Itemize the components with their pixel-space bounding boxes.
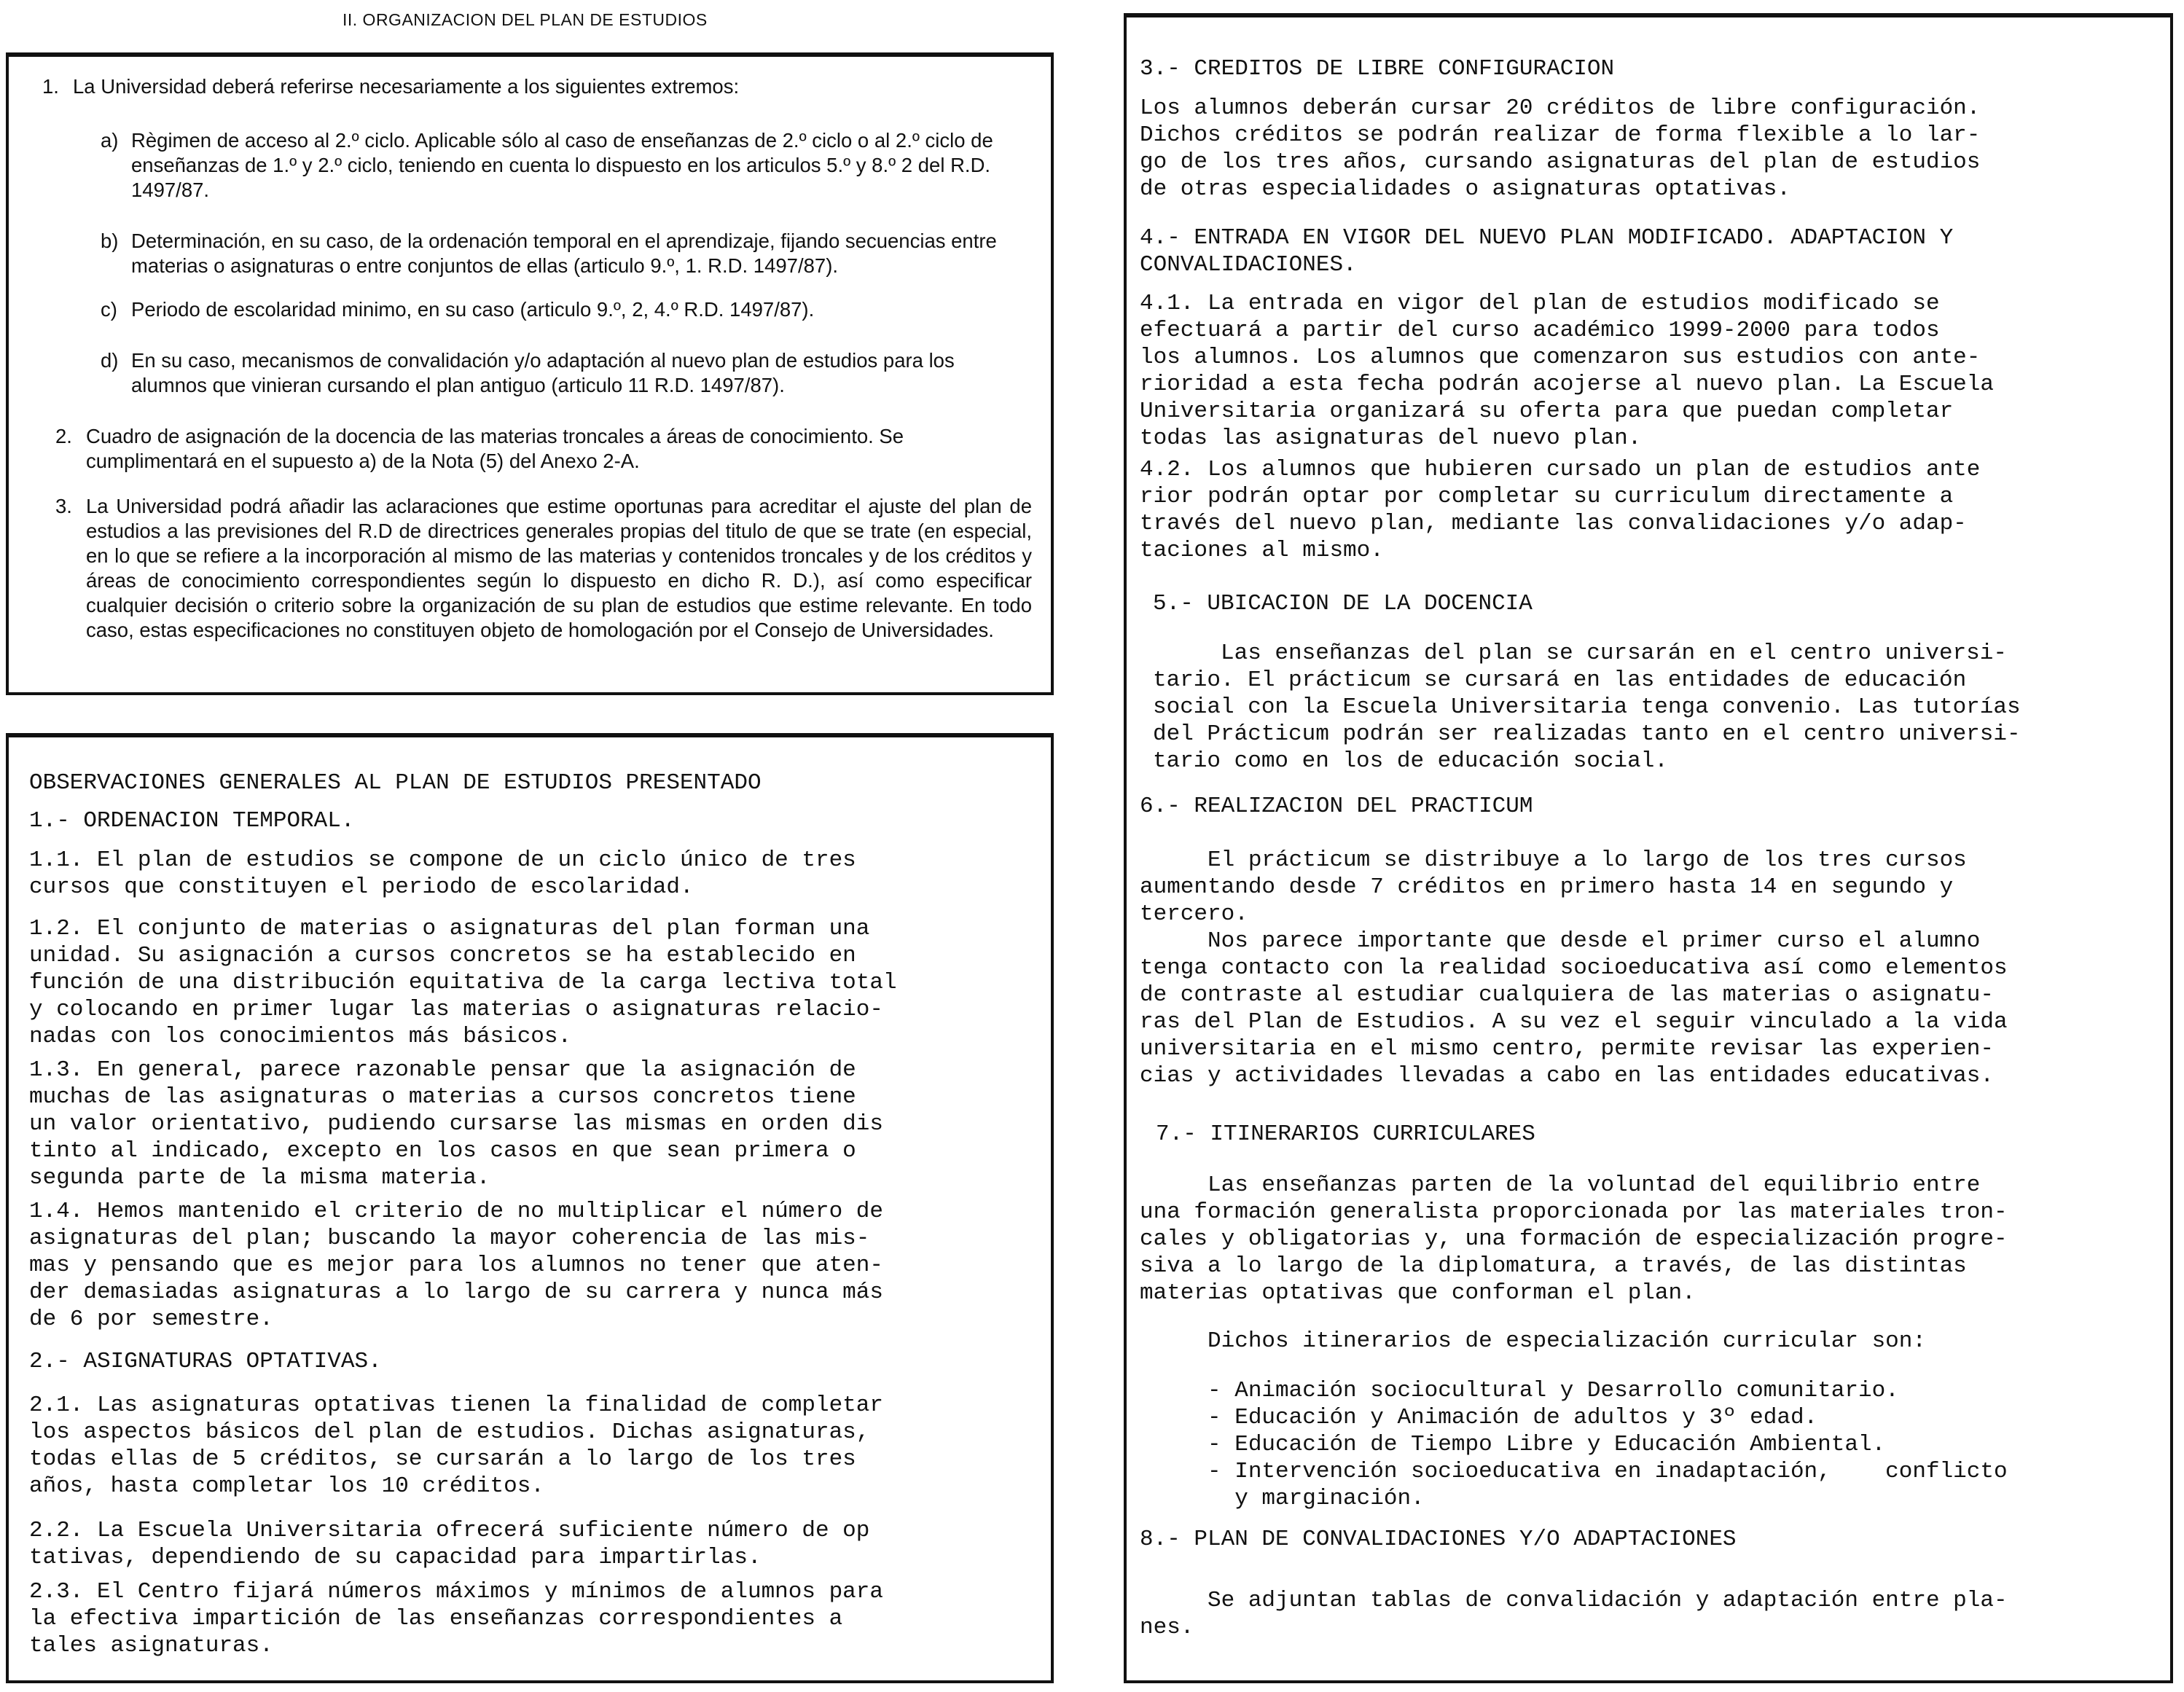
heading-itinerarios-curriculares: 7.- ITINERARIOS CURRICULARES [1156,1121,1535,1147]
org-item-d [101,348,1028,398]
org-item-a-label: a) [101,129,119,152]
paragraph-3: Los alumnos deberán cursar 20 créditos de libre configuración. Dichos créditos se podrán realizar de forma flexible a lo lar- go de los tres años, cursando asignaturas del plan de estudios de otras especialidades o asignaturas optativas. [1140,95,1981,202]
paragraph-2-2: 2.2. La Escuela Universitaria ofrecerá suficiente número de op tativas, dependiendo de su capacidad para impartirlas. [29,1518,870,1570]
org-item-1-text: La Universidad deberá referirse necesariamente a los siguientes extremos: [73,75,740,98]
heading-asignaturas-optativas: 2.- ASIGNATURAS OPTATIVAS. [29,1349,382,1374]
org-item-1 [42,74,1020,99]
org-item-b-label: b) [101,230,119,252]
paragraph-1-3: 1.3. En general, parece razonable pensar que la asignación de muchas de las asignaturas o materias a cursos concretos tiene un valor orientativo, pudiendo cursarse las mismas en orden dis tinto al indicado, excepto en los casos en que sean primera o segunda parte de la misma materia. [29,1057,883,1191]
paragraph-1-1: 1.1. El plan de estudios se compone de un ciclo único de tres cursos que constituyen el periodo de escolaridad. [29,847,856,900]
section-header: II. ORGANIZACION DEL PLAN DE ESTUDIOS [343,10,708,29]
org-item-c-text: Periodo de escolaridad minimo, en su caso (articulo 9.º, 2, 4.º R.D. 1497/87). [131,298,815,321]
org-item-c [101,297,1028,322]
paragraph-4-2: 4.2. Los alumnos que hubieren cursado un plan de estudios ante rior podrán optar por completar su curriculum directamente a través del nuevo plan, mediante las convalidaciones y/o adap- taciones al mismo. [1140,457,1981,563]
org-item-c-label: c) [101,298,117,321]
org-item-b [101,229,1028,278]
heading-creditos-libre: 3.- CREDITOS DE LIBRE CONFIGURACION [1140,56,1615,82]
observaciones-box [6,733,1054,1683]
heading-plan-convalidaciones: 8.- PLAN DE CONVALIDACIONES Y/O ADAPTACIONES [1140,1527,1737,1552]
org-item-d-text: En su caso, mecanismos de convalidación y/o adaptación al nuevo plan de estudios para los alumnos que vinieran cursando el plan antiguo (articulo 11 R.D. 1497/87). [131,349,955,396]
org-item-3-number: 3. [55,495,72,517]
itinerarios-list: - Animación sociocultural y Desarrollo comunitario. - Educación y Animación de adultos y 3º edad. - Educación de Tiempo Libre y Educación Ambiental. - Intervención socioeducativa en inadaptación, conflicto y marginación. [1208,1378,2008,1511]
org-item-1-number: 1. [42,75,59,98]
org-item-2 [55,424,1041,474]
heading-realizacion-practicum: 6.- REALIZACION DEL PRACTICUM [1140,794,1533,819]
paragraph-7-intro-list: Dichos itinerarios de especialización curricular son: [1140,1328,1926,1354]
org-item-a-text: Règimen de acceso al 2.º ciclo. Aplicable sólo al caso de enseñanzas de 2.º ciclo o al 2.º ciclo de enseñanzas de 1.º y 2.º ciclo, teniendo en cuenta lo dispuesto en los articulos 5.º y 8.º 2 del R.D. 1497/87. [131,129,993,201]
heading-entrada-en-vigor: 4.- ENTRADA EN VIGOR DEL NUEVO PLAN MODIFICADO. ADAPTACION Y CONVALIDACIONES. [1140,225,1954,278]
heading-ubicacion-docencia: 5.- UBICACION DE LA DOCENCIA [1153,591,1533,616]
org-item-3 [55,494,1032,643]
paragraph-6: El prácticum se distribuye a lo largo de los tres cursos aumentando desde 7 créditos en primero hasta 14 en segundo y tercero. Nos parece importante que desde el primer curso el alumno tenga contacto con la realidad socioeducativa así como elementos de contraste al estudiar cualquiera de las materias o asignatu- ras del Plan de Estudios. A su vez el seguir vinculado a la vida universitaria en el mismo centro, permite revisar las experien- cias y actividades llevadas a cabo en las entidades educativas. [1140,847,2008,1089]
org-item-2-number: 2. [55,425,72,447]
organizacion-box [6,52,1054,695]
paragraph-4-1: 4.1. La entrada en vigor del plan de estudios modificado se efectuará a partir del curso académico 1999-2000 para todos los alumnos. Los alumnos que comenzaron sus estudios con ante- rioridad a esta fecha podrán acojerse al nuevo plan. La Escuela Universitaria organizará su oferta para que puedan completar todas las asignaturas del nuevo plan. [1140,291,1994,451]
org-item-2-text: Cuadro de asignación de la docencia de las materias troncales a áreas de conocimiento. Se cumplimentará en el supuesto a) de la Nota (5) del Anexo 2-A. [86,425,904,472]
paragraph-7: Las enseñanzas parten de la voluntad del equilibrio entre una formación generalista proporcionada por las materiales tron- cales y obligatorias y, una formación de especialización progre- siva a lo largo de la diplomatura, a través, de las distintas materias optativas que conforman el plan. [1140,1172,2008,1306]
paragraph-1-2: 1.2. El conjunto de materias o asignaturas del plan forman una unidad. Su asignación a cursos concretos se ha establecido en función de una distribución equitativa de la carga lectiva total y colocando en primer lugar las materias o asignaturas relacio- nadas con los conocimientos más básicos. [29,916,897,1049]
org-item-3-text: La Universidad podrá añadir las aclaraciones que estime oportunas para acreditar el ajuste del plan de estudios a las previsiones del R.D de directrices generales propias del titulo de que se trate (en especial, en lo que se refiere a la incorporación al mismo de las materias y contenidos troncales y de los créditos y áreas de conocimiento correspondientes según lo dispuesto en dicho R. D.), así como especificar cualquier decisión o criterio sobre la organización de su plan de estudios que estime relevante. En todo caso, estas especificaciones no constituyen objeto de homologación por el Consejo de Universidades. [86,495,1032,641]
paragraph-5: Las enseñanzas del plan se cursarán en el centro universi- tario. El prácticum se cursará en las entidades de educación social con la Escuela Universitaria tenga convenio. Las tutorías del Prácticum podrán ser realizadas tanto en el centro universi- tario como en los de educación social. [1153,641,2021,774]
right-column-box [1124,13,2173,1683]
org-item-a [101,128,1028,203]
heading-ordenacion-temporal: 1.- ORDENACION TEMPORAL. [29,808,355,834]
paragraph-2-1: 2.1. Las asignaturas optativas tienen la finalidad de completar los aspectos básicos del plan de estudios. Dichas asignaturas, todas ellas de 5 créditos, se cursarán a lo largo de los tres años, hasta completar los 10 créditos. [29,1393,883,1499]
org-item-b-text: Determinación, en su caso, de la ordenación temporal en el aprendizaje, fijando secuencias entre materias o asignaturas o entre conjuntos de ellas (articulo 9.º, 1. R.D. 1497/87). [131,230,997,277]
org-item-d-label: d) [101,349,119,372]
paragraph-1-4: 1.4. Hemos mantenido el criterio de no multiplicar el número de asignaturas del plan; buscando la mayor coherencia de las mis- mas y pensando que es mejor para los alumnos no tener que aten- der demasiadas asignaturas a lo largo de su carrera y nunca más de 6 por semestre. [29,1199,883,1332]
paragraph-2-3: 2.3. El Centro fijará números máximos y mínimos de alumnos para la efectiva impartición de las enseñanzas correspondientes a tales asignaturas. [29,1579,883,1658]
paragraph-8: Se adjuntan tablas de convalidación y adaptación entre pla- nes. [1140,1588,2008,1640]
observaciones-title: OBSERVACIONES GENERALES AL PLAN DE ESTUDIOS PRESENTADO [29,770,762,796]
